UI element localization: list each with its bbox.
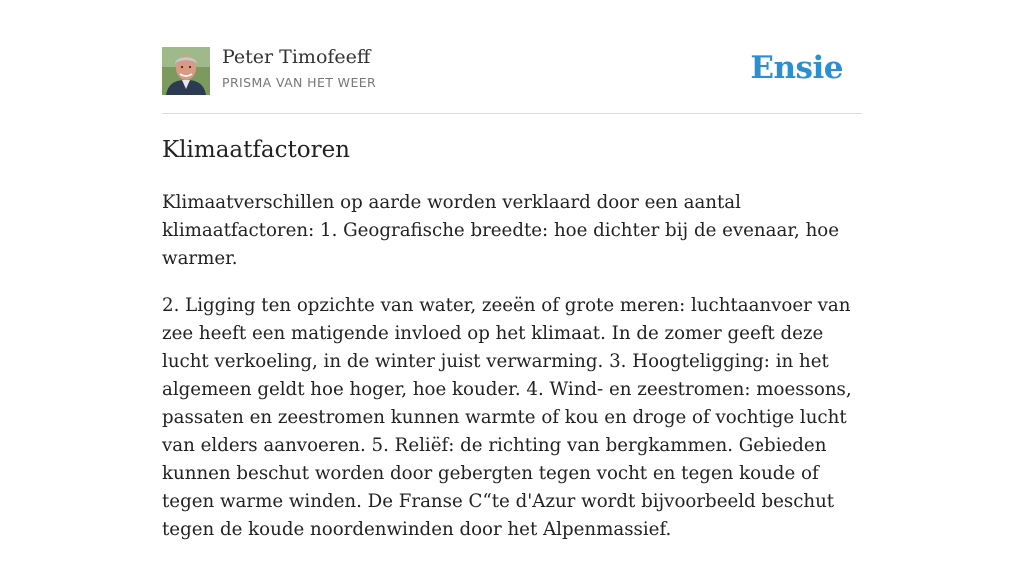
article-body <box>162 189 862 563</box>
article-title: Klimaatfactoren <box>162 137 350 163</box>
author-subtitle[interactable]: PRISMA VAN HET WEER <box>222 75 377 90</box>
header-divider <box>162 113 862 114</box>
author-name[interactable]: Peter Timofeeff <box>222 46 371 68</box>
article-card <box>162 0 862 540</box>
author-header <box>162 46 862 96</box>
brand-logo[interactable]: Ensie <box>750 50 843 86</box>
author-avatar[interactable] <box>162 47 210 95</box>
article-paragraph: 2. Ligging ten opzichte van water, zeeën of grote meren: luchtaanvoer van zee heeft een matigende invloed op het klimaat. In de zomer geeft deze lucht verkoeling, in de winter juist verwarming. 3. Hoogteligging: in het algemeen geldt hoe hoger, hoe kouder. 4. Wind- en zeestromen: moessons, passaten en zeestromen kunnen warmte of kou en droge of vochtige lucht van elders aanvoeren. 5. Reliëf: de richting van bergkammen. Gebieden kunnen beschut worden door gebergten tegen vocht en tegen koude of tegen warme winden. De Franse C“te d'Azur wordt bijvoorbeeld beschut tegen de koude noordenwinden door het Alpenmassief. <box>162 295 852 540</box>
article-paragraph: Klimaatverschillen op aarde worden verklaard door een aantal klimaatfactoren: 1. Geografische breedte: hoe dichter bij de evenaar, hoe warmer. <box>162 192 840 269</box>
avatar-portrait-icon <box>162 47 210 95</box>
